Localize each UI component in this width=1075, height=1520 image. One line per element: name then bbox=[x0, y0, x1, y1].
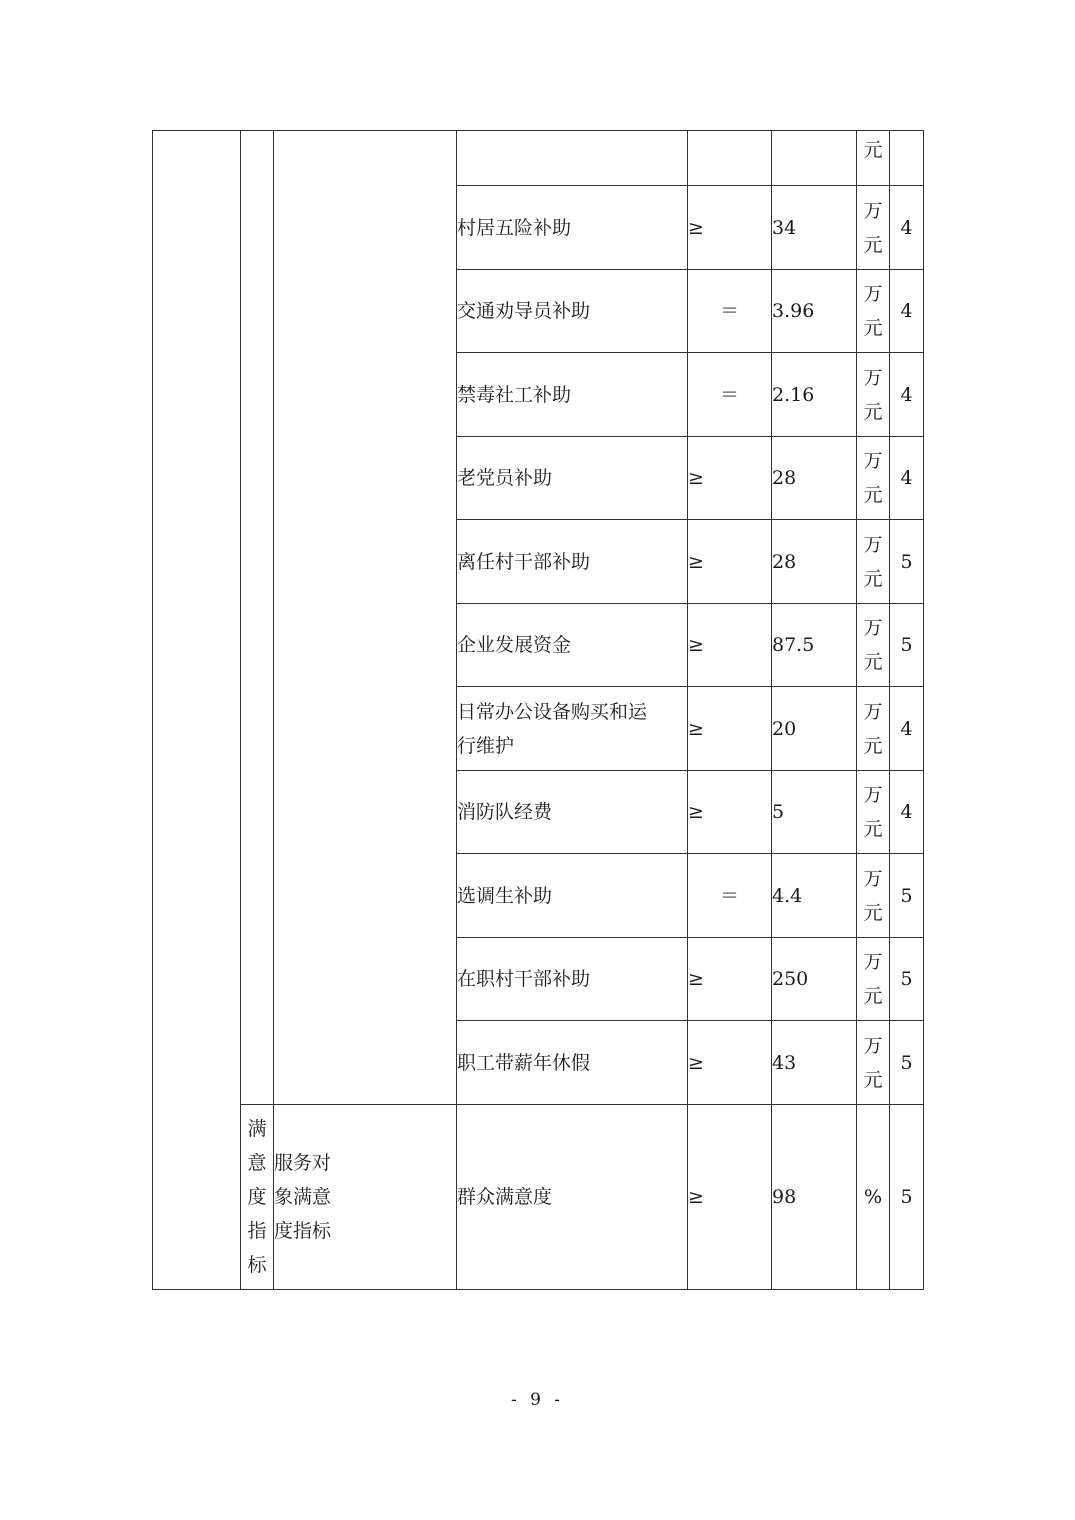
unit-cell bbox=[857, 186, 890, 270]
indicator-name: 日常办公设备购买和运行维护 bbox=[457, 700, 648, 757]
second-level-indicator-cell bbox=[241, 131, 274, 1105]
indicator-value: 250 bbox=[772, 938, 857, 1021]
score: 5 bbox=[890, 604, 924, 687]
unit-cell bbox=[857, 687, 890, 771]
score: 5 bbox=[890, 854, 924, 938]
score: 4 bbox=[890, 186, 924, 270]
indicator-name: 选调生补助 bbox=[457, 854, 688, 938]
unit-cell bbox=[857, 938, 890, 1021]
unit: 万元 bbox=[863, 533, 883, 590]
page-number: - 9 - bbox=[510, 1390, 565, 1410]
indicator-name: 交通劝导员补助 bbox=[457, 270, 688, 353]
unit: 万元 bbox=[863, 199, 883, 256]
first-level-indicator-cell bbox=[153, 131, 241, 1290]
unit-cell bbox=[857, 1021, 890, 1105]
indicator-name: 离任村干部补助 bbox=[457, 520, 688, 604]
indicator-value: 28 bbox=[772, 520, 857, 604]
unit: 万元 bbox=[863, 951, 883, 1007]
indicator-value: 3.96 bbox=[772, 270, 857, 353]
table-row bbox=[153, 131, 924, 186]
unit-cell: 元 bbox=[857, 131, 890, 186]
indicator-name: 企业发展资金 bbox=[457, 604, 688, 687]
indicator-value: 87.5 bbox=[772, 604, 857, 687]
operator: ≥ bbox=[688, 771, 772, 854]
score: 4 bbox=[890, 353, 924, 437]
value-cell bbox=[772, 131, 857, 186]
indicator-value: 20 bbox=[772, 687, 857, 771]
satisfaction-subcategory: 服务对象满意度指标 bbox=[274, 1152, 332, 1242]
operator: ＝ bbox=[688, 270, 772, 353]
indicator-name: 村居五险补助 bbox=[457, 186, 688, 270]
unit-cell bbox=[857, 270, 890, 353]
score: 4 bbox=[890, 270, 924, 353]
performance-indicator-table bbox=[152, 130, 924, 1290]
score-cell bbox=[890, 131, 924, 186]
score: 5 bbox=[890, 1105, 924, 1290]
satisfaction-subcategory-cell bbox=[274, 1105, 457, 1290]
unit: % bbox=[857, 1105, 890, 1290]
satisfaction-category: 满意度指标 bbox=[247, 1118, 267, 1276]
indicator-value: 5 bbox=[772, 771, 857, 854]
operator: ≥ bbox=[688, 687, 772, 771]
unit: 万元 bbox=[863, 450, 883, 506]
third-level-indicator-cell bbox=[274, 131, 457, 1105]
operator: ≥ bbox=[688, 604, 772, 687]
indicator-name-cell bbox=[457, 687, 688, 771]
indicator-name: 在职村干部补助 bbox=[457, 938, 688, 1021]
operator: ≥ bbox=[688, 437, 772, 520]
operator: ＝ bbox=[688, 854, 772, 938]
indicator-value: 2.16 bbox=[772, 353, 857, 437]
score: 5 bbox=[890, 1021, 924, 1105]
indicator-name: 群众满意度 bbox=[457, 1105, 688, 1290]
indicator-name: 老党员补助 bbox=[457, 437, 688, 520]
indicator-name: 禁毒社工补助 bbox=[457, 353, 688, 437]
operator: ≥ bbox=[688, 520, 772, 604]
indicator-value: 28 bbox=[772, 437, 857, 520]
indicator-value: 34 bbox=[772, 186, 857, 270]
unit-cell bbox=[857, 604, 890, 687]
unit: 万元 bbox=[863, 700, 883, 757]
satisfaction-category-cell bbox=[241, 1105, 274, 1290]
unit: 万元 bbox=[863, 784, 883, 840]
indicator-value: 4.4 bbox=[772, 854, 857, 938]
operator: ≥ bbox=[688, 1021, 772, 1105]
indicator-value: 43 bbox=[772, 1021, 857, 1105]
unit-cell bbox=[857, 520, 890, 604]
indicator-name: 消防队经费 bbox=[457, 771, 688, 854]
unit-cell bbox=[857, 353, 890, 437]
operator: ≥ bbox=[688, 1105, 772, 1290]
indicator-value: 98 bbox=[772, 1105, 857, 1290]
score: 5 bbox=[890, 520, 924, 604]
operator: ≥ bbox=[688, 938, 772, 1021]
unit: 万元 bbox=[863, 1034, 883, 1091]
unit-cell bbox=[857, 437, 890, 520]
operator-cell bbox=[688, 131, 772, 186]
unit: 万元 bbox=[863, 617, 883, 673]
unit: 万元 bbox=[863, 283, 883, 339]
unit: 万元 bbox=[863, 867, 883, 924]
unit: 万元 bbox=[863, 366, 883, 423]
table-row bbox=[153, 1105, 924, 1290]
indicator-name-cell bbox=[457, 131, 688, 186]
score: 4 bbox=[890, 687, 924, 771]
unit-cell bbox=[857, 854, 890, 938]
indicator-name: 职工带薪年休假 bbox=[457, 1021, 688, 1105]
operator: ＝ bbox=[688, 353, 772, 437]
score: 4 bbox=[890, 437, 924, 520]
score: 5 bbox=[890, 938, 924, 1021]
score: 4 bbox=[890, 771, 924, 854]
operator: ≥ bbox=[688, 186, 772, 270]
unit-cell bbox=[857, 771, 890, 854]
